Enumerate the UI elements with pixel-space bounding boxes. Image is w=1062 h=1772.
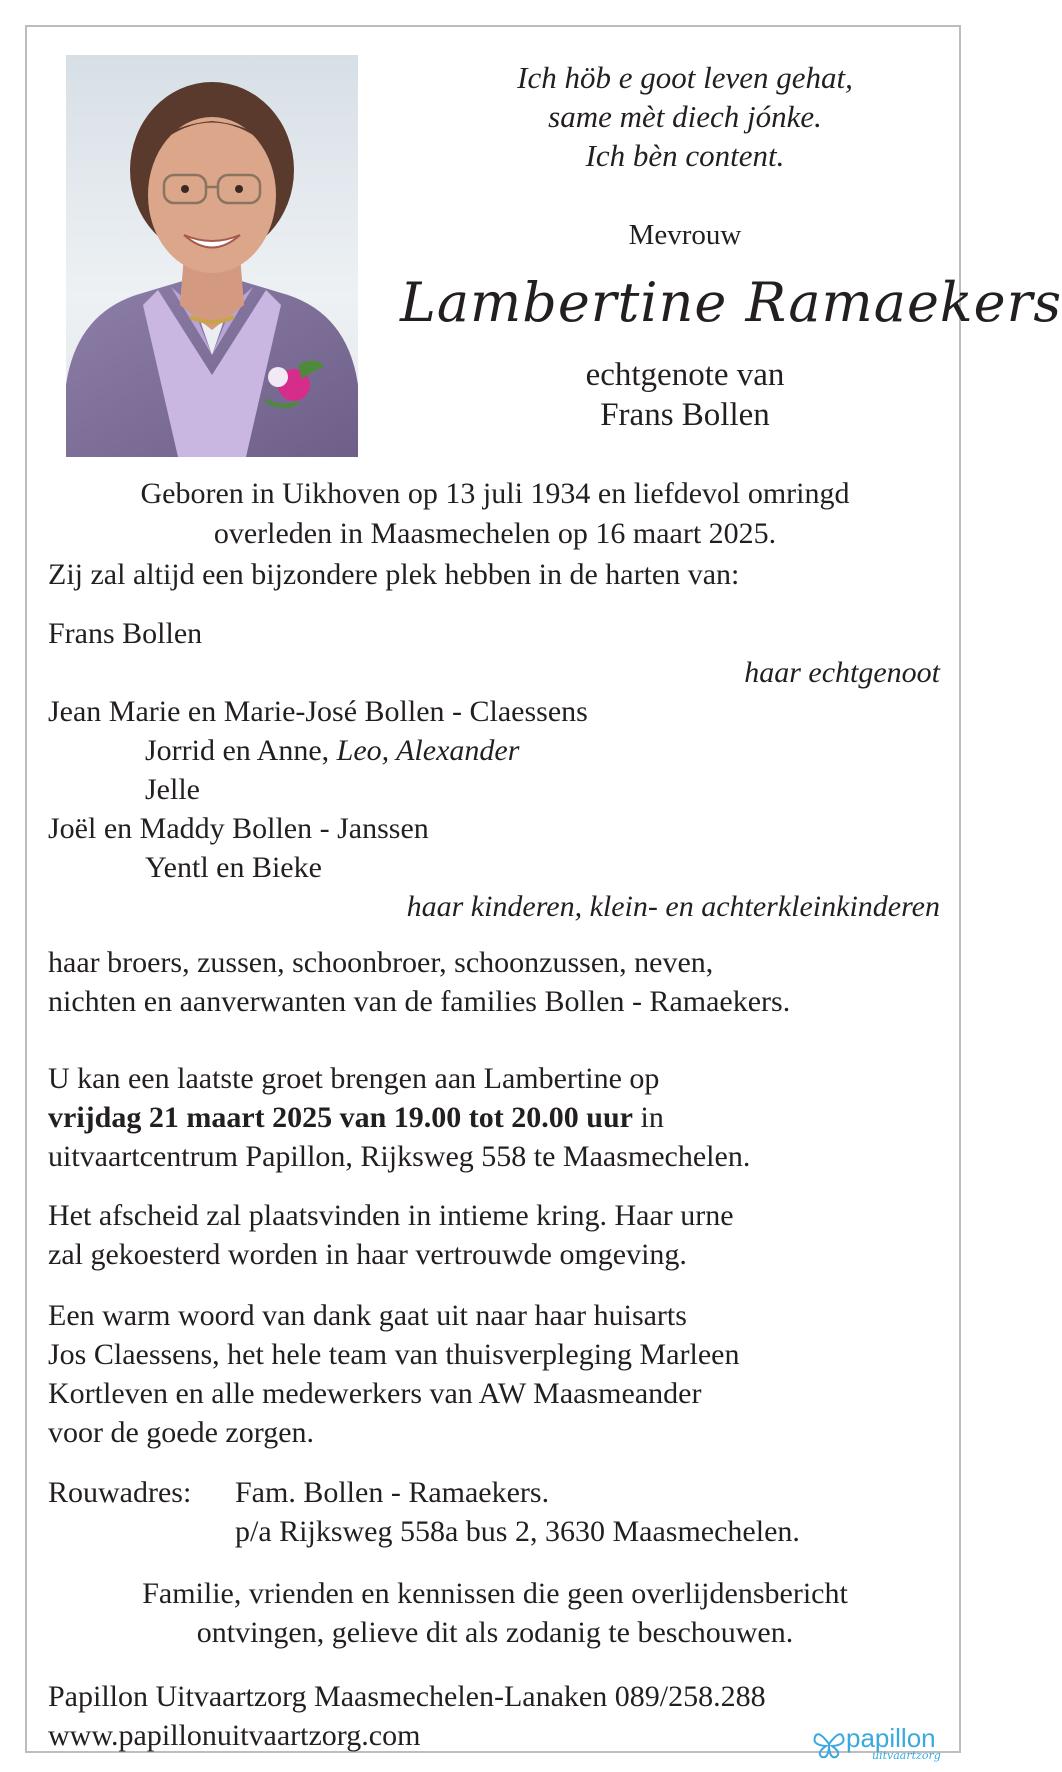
portrait-photo [66, 55, 358, 457]
mourner-grandchild: Yentl en Bieke [145, 851, 322, 884]
mourner-child: Jean Marie en Marie-José Bollen - Claessens [48, 695, 588, 728]
visitation-datetime: vrijdag 21 maart 2025 van 19.00 tot 20.00 uur [48, 1101, 633, 1134]
death-line: overleden in Maasmechelen op 16 maart 2025. [213, 517, 777, 550]
children-role: haar kinderen, klein- en achterkleinkinderen [406, 890, 940, 923]
motto-line: same mèt diech jónke. [548, 99, 822, 134]
motto-line: Ich höb e goot leven gehat, [517, 60, 853, 95]
funeral-home-contact: Papillon Uitvaartzorg Maasmechelen-Lanaken 089/258.288 [48, 1680, 766, 1713]
deceased-name: Lambertine Ramaekers [400, 271, 1062, 334]
papillon-logo [812, 1725, 952, 1765]
thanks-line: Jos Claessens, het hele team van thuisverpleging Marleen [48, 1338, 740, 1371]
visitation-line: U kan een laatste groet brengen aan Lambertine op [48, 1062, 660, 1095]
address-label: Rouwadres: [48, 1476, 192, 1509]
thanks-line: Een warm woord van dank gaat uit naar haar huisarts [48, 1299, 687, 1332]
motto-line: Ich bèn content. [585, 138, 785, 173]
grandchild-names-italic: Leo, Alexander [336, 734, 520, 767]
mourner-grandchildren [145, 732, 519, 770]
farewell-line: zal gekoesterd worden in haar vertrouwde omgeving. [48, 1238, 687, 1271]
spouse-role: haar echtgenoot [744, 656, 940, 689]
birth-death-info [30, 474, 960, 554]
family-line: nichten en aanverwanten van de families Bollen - Ramaekers. [48, 985, 791, 1018]
motto [400, 58, 970, 175]
logo-wordmark: papillon [846, 1723, 936, 1753]
spouse-block [400, 355, 970, 435]
visitation-text: in [632, 1101, 664, 1134]
spouse-name: Frans Bollen [600, 397, 770, 433]
thanks-line: Kortleven en alle medewerkers van AW Maasmeander [48, 1377, 702, 1410]
farewell-line: Het afscheid zal plaatsvinden in intieme kring. Haar urne [48, 1199, 734, 1232]
notice-line: Familie, vrienden en kennissen die geen overlijdensbericht [142, 1577, 848, 1610]
logo-subtitle: uitvaartzorg [872, 1749, 941, 1762]
thanks-line: voor de goede zorgen. [48, 1416, 315, 1449]
funeral-home-website[interactable]: www.papillonuitvaartzorg.com [48, 1719, 421, 1752]
grandchild-names: Jorrid en Anne, [145, 734, 330, 767]
spouse-intro: echtgenote van [585, 357, 785, 393]
butterfly-icon [812, 1729, 846, 1759]
mourner-spouse: Frans Bollen [48, 617, 203, 650]
mourner-grandchild: Jelle [145, 773, 200, 806]
address-line: p/a Rijksweg 558a bus 2, 3630 Maasmechelen. [235, 1515, 800, 1548]
mourners-intro: Zij zal altijd een bijzondere plek hebben in de harten van: [48, 558, 740, 591]
birth-line: Geboren in Uikhoven op 13 juli 1934 en liefdevol omringd [140, 477, 850, 510]
visitation-line [48, 1099, 664, 1137]
salutation: Mevrouw [628, 219, 742, 251]
visitation-line: uitvaartcentrum Papillon, Rijksweg 558 te Maasmechelen. [48, 1140, 751, 1173]
address-line: Fam. Bollen - Ramaekers. [235, 1476, 550, 1509]
family-line: haar broers, zussen, schoonbroer, schoonzussen, neven, [48, 946, 714, 979]
mourner-child: Joël en Maddy Bollen - Janssen [48, 812, 429, 845]
notice-line: ontvingen, gelieve dit als zodanig te beschouwen. [196, 1616, 794, 1649]
